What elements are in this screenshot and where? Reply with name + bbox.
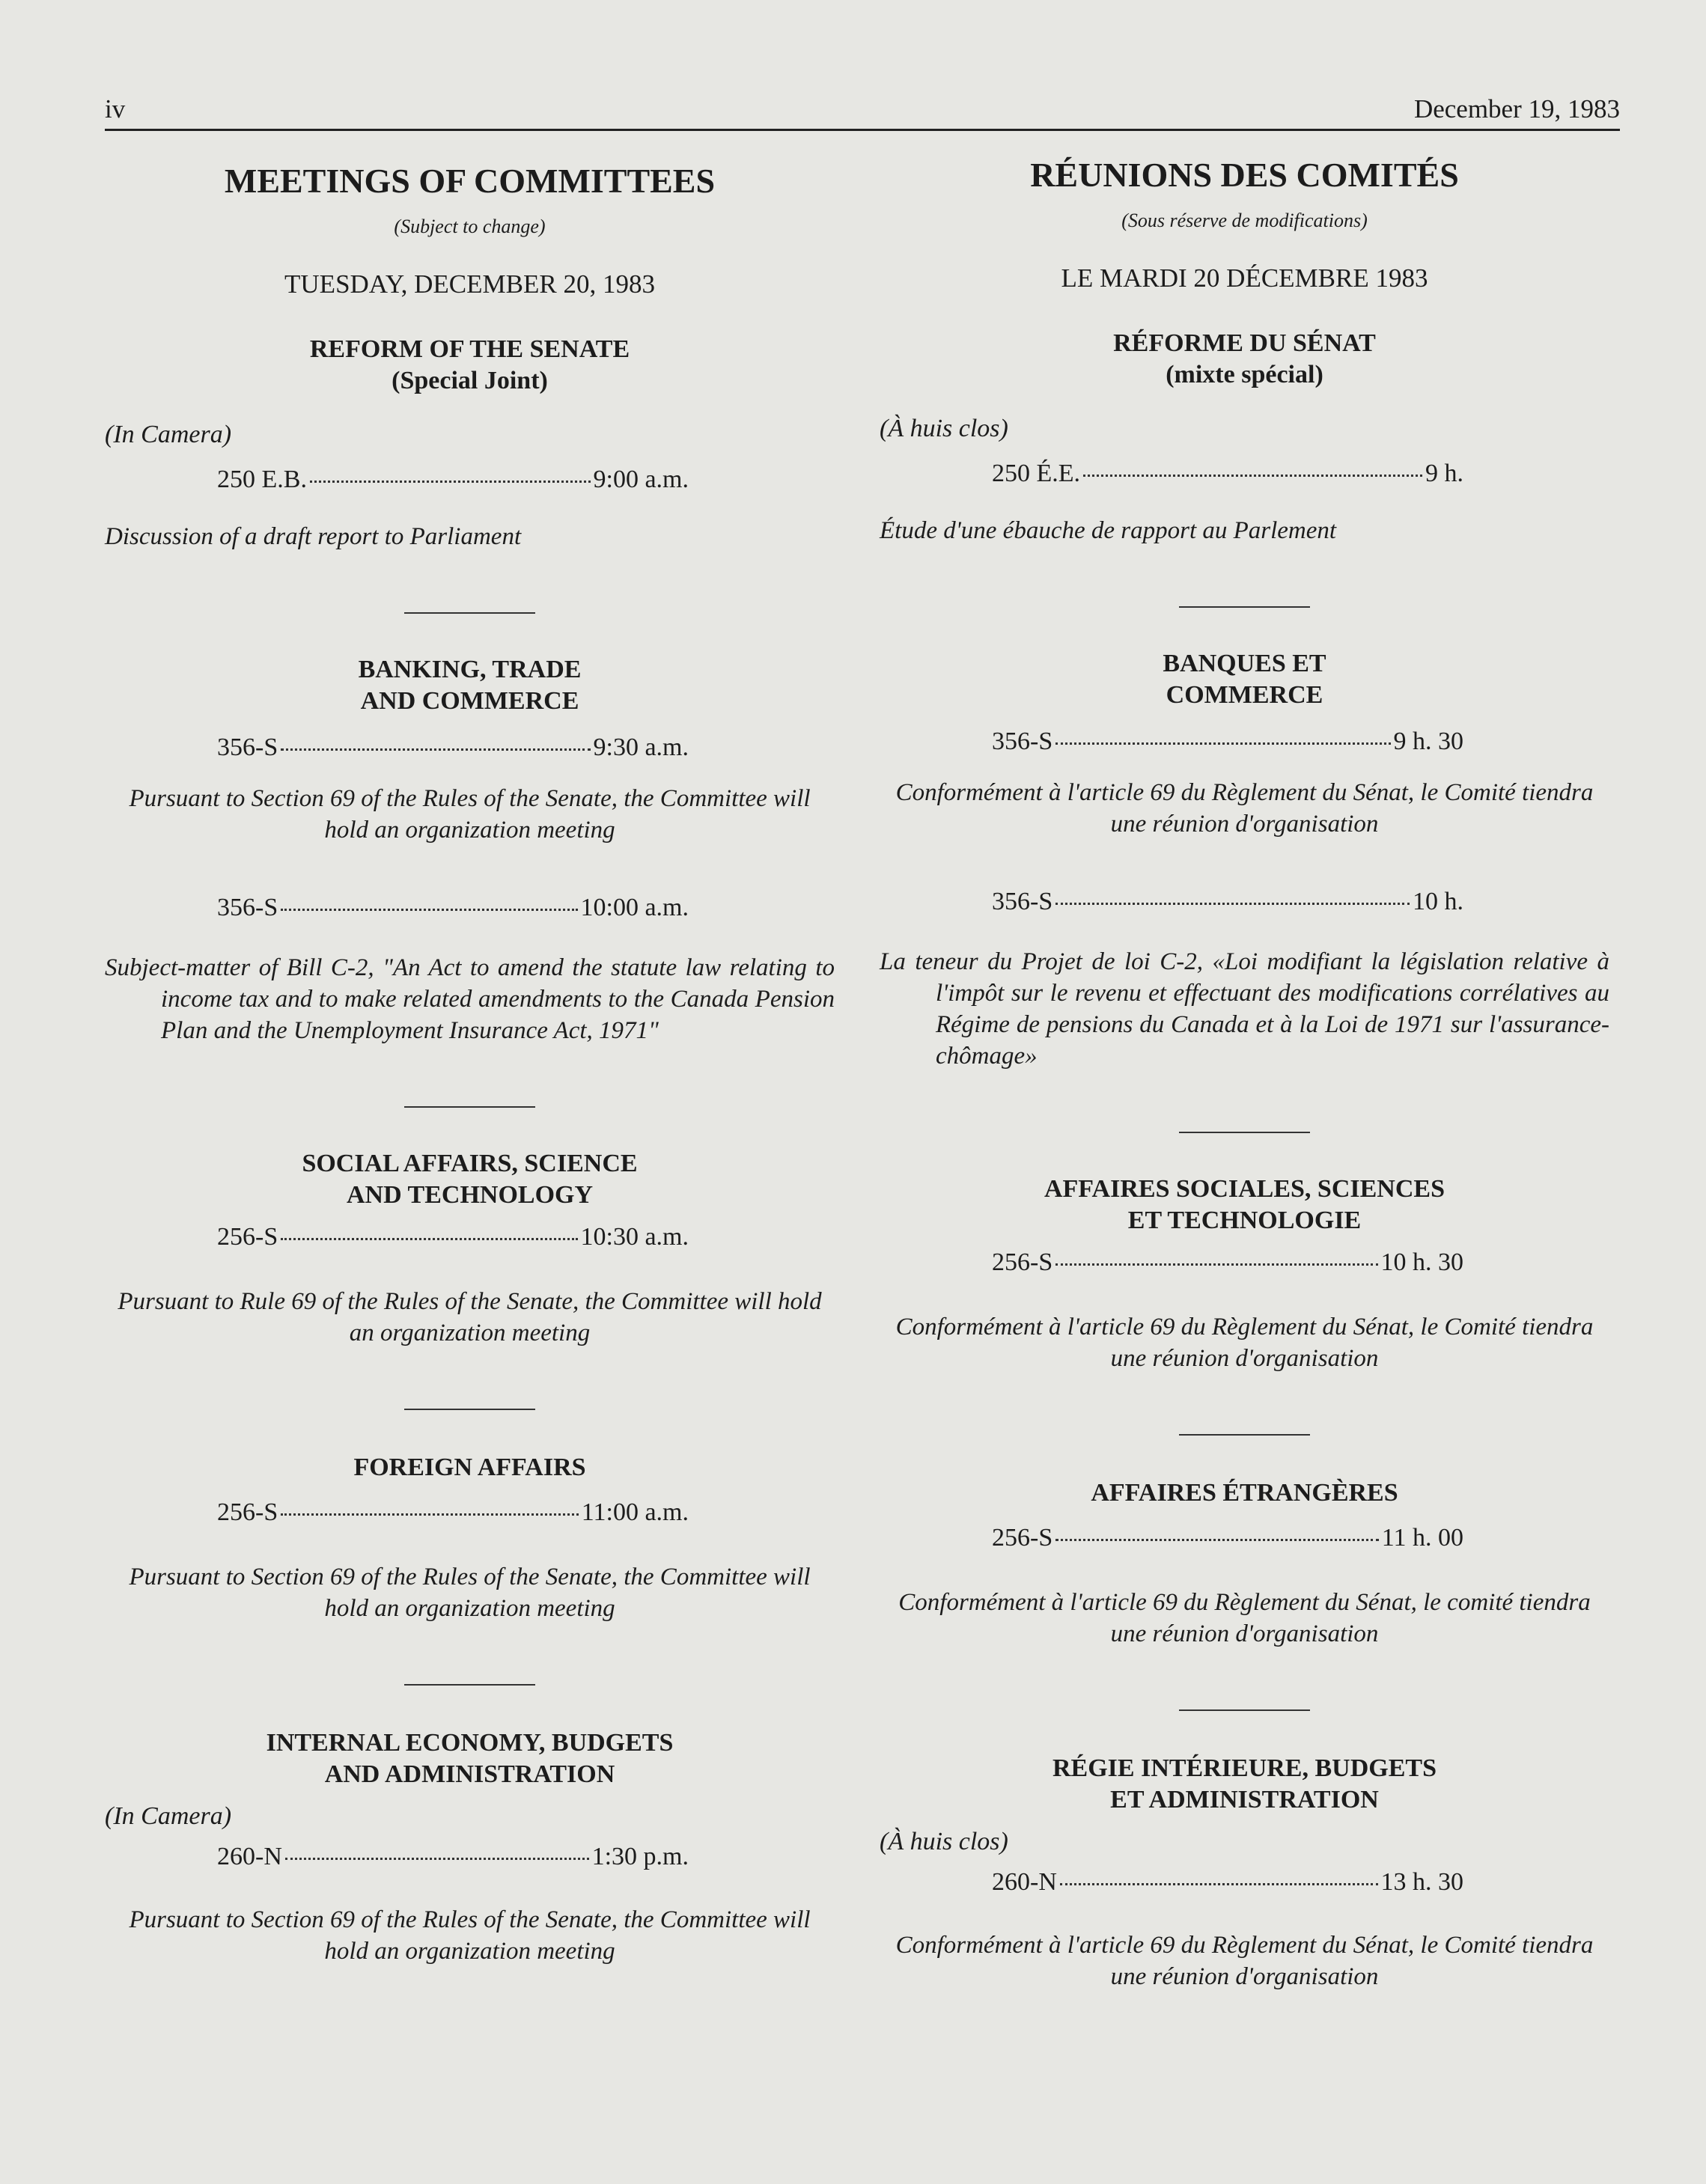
- english-internal-section: [105, 1727, 835, 1967]
- english-social-section: [105, 1148, 835, 1349]
- page-date: December 19, 1983: [1413, 94, 1620, 123]
- committee-heading: AFFAIRES ÉTRANGÈRES: [1091, 1479, 1398, 1507]
- committee-subheading: ET ADMINISTRATION: [1110, 1786, 1379, 1814]
- room: 256-S: [992, 1248, 1053, 1276]
- committee-heading: RÉGIE INTÉRIEURE, BUDGETS: [1052, 1754, 1437, 1782]
- dot-leader: [1060, 1883, 1378, 1885]
- committee-subheading: (Special Joint): [392, 367, 548, 394]
- dot-leader: [281, 909, 577, 911]
- meeting-description: Conformément à l'article 69 du Règlement du Sénat, le Comité tiendra une réunion d'organisation: [895, 779, 1594, 838]
- room: 256-S: [992, 1524, 1053, 1552]
- dot-leader: [1055, 1263, 1377, 1266]
- meeting-slot: [880, 728, 1463, 756]
- meeting-description: Pursuant to Section 69 of the Rules of the Senate, the Committee will hold an organization meeting: [129, 1564, 811, 1622]
- committee-heading: INTERNAL ECONOMY, BUDGETS: [266, 1729, 674, 1757]
- meeting-description: Conformément à l'article 69 du Règlement du Sénat, le Comité tiendra une réunion d'organisation: [895, 1314, 1594, 1372]
- dot-leader: [1055, 903, 1410, 905]
- committee-subheading: AND TECHNOLOGY: [346, 1181, 594, 1209]
- room: 260-N: [217, 1843, 282, 1870]
- meeting-slot: [105, 1498, 689, 1527]
- meeting-description: Conformément à l'article 69 du Règlement du Sénat, le Comité tiendra une réunion d'organisation: [895, 1932, 1594, 1990]
- meeting-time: 10 h.: [1413, 888, 1463, 915]
- french-reform-section: [880, 328, 1609, 546]
- room: 356-S: [992, 728, 1053, 755]
- section-separator: [1179, 1434, 1310, 1436]
- meeting-slot: [880, 1524, 1463, 1552]
- committee-heading: SOCIAL AFFAIRS, SCIENCE: [302, 1150, 638, 1177]
- english-title: MEETINGS OF COMMITTEES: [224, 162, 716, 200]
- meeting-slot: [105, 894, 689, 922]
- section-separator: [1179, 606, 1310, 608]
- meeting-slot: [880, 1868, 1463, 1897]
- meeting-time: 9:00 a.m.: [593, 466, 689, 493]
- meeting-description: La teneur du Projet de loi C-2, «Loi modifiant la législation relative à l'impôt sur le revenu et effectuant des modifications corrélatives au Régime de pensions du Canada et à la Loi de 1971 sur l'assurance-chômage»: [880, 948, 1609, 1070]
- section-separator: [1179, 1132, 1310, 1133]
- page-number: iv: [105, 94, 126, 123]
- dot-leader: [1083, 475, 1422, 477]
- meeting-slot: [880, 888, 1463, 916]
- meeting-time: 11 h. 00: [1381, 1524, 1463, 1552]
- french-internal-section: [880, 1753, 1609, 1992]
- meeting-description: Pursuant to Section 69 of the Rules of the Senate, the Committee will hold an organization meeting: [129, 1906, 811, 1965]
- dot-leader: [281, 748, 590, 751]
- meeting-time: 9 h. 30: [1393, 728, 1463, 755]
- committee-subheading: COMMERCE: [1166, 681, 1323, 709]
- meeting-slot: [880, 1248, 1463, 1277]
- dot-leader: [1055, 742, 1390, 745]
- in-camera-note: (In Camera): [105, 1802, 232, 1830]
- committee-heading: AFFAIRES SOCIALES, SCIENCES: [1044, 1175, 1445, 1203]
- dot-leader: [1055, 1539, 1379, 1541]
- committee-heading: REFORM OF THE SENATE: [309, 335, 630, 363]
- meeting-slot: [105, 1223, 689, 1251]
- section-separator: [1179, 1709, 1310, 1711]
- meeting-time: 10:00 a.m.: [580, 894, 689, 921]
- section-separator: [404, 1409, 535, 1410]
- english-meeting-date: TUESDAY, DECEMBER 20, 1983: [284, 269, 655, 299]
- meeting-time: 9:30 a.m.: [593, 733, 689, 761]
- in-camera-note: (À huis clos): [880, 415, 1008, 442]
- french-foreign-section: [880, 1477, 1609, 1650]
- english-subtitle: (Subject to change): [394, 216, 546, 237]
- french-meeting-date: LE MARDI 20 DÉCEMBRE 1983: [1061, 263, 1428, 293]
- in-camera-note: (À huis clos): [880, 1828, 1008, 1855]
- committee-subheading: AND COMMERCE: [360, 687, 579, 715]
- english-reform-section: [105, 334, 835, 552]
- meeting-description: Étude d'une ébauche de rapport au Parlement: [880, 517, 1337, 544]
- meeting-description: Discussion of a draft report to Parliament: [105, 523, 522, 550]
- room: 250 E.B.: [217, 466, 307, 493]
- meeting-time: 11:00 a.m.: [581, 1498, 689, 1526]
- french-title: RÉUNIONS DES COMITÉS: [1030, 156, 1459, 194]
- meeting-slot: [105, 466, 689, 494]
- meeting-slot: [105, 733, 689, 762]
- committee-heading: BANQUES ET: [1163, 650, 1326, 677]
- meeting-slot: [880, 460, 1463, 488]
- french-banking-section: [880, 648, 1609, 1072]
- english-foreign-section: [105, 1452, 835, 1624]
- english-banking-section: [105, 654, 835, 1046]
- room: 260-N: [992, 1868, 1057, 1896]
- section-separator: [404, 1684, 535, 1686]
- committee-subheading: AND ADMINISTRATION: [324, 1760, 615, 1788]
- french-social-section: [880, 1174, 1609, 1374]
- in-camera-note: (In Camera): [105, 421, 232, 448]
- room: 356-S: [217, 894, 278, 921]
- room: 356-S: [217, 733, 278, 761]
- meeting-description: Subject-matter of Bill C-2, "An Act to amend the statute law relating to income tax and to make related amendments to the Canada Pension Plan and the Unemployment Insurance Act, 1971": [105, 954, 835, 1044]
- dot-leader: [310, 481, 591, 483]
- committee-subheading: (mixte spécial): [1166, 361, 1323, 388]
- meeting-slot: [105, 1843, 689, 1871]
- dot-leader: [281, 1513, 579, 1516]
- room: 256-S: [217, 1223, 278, 1251]
- room: 250 É.E.: [992, 460, 1081, 487]
- french-column: [880, 153, 1609, 1992]
- french-subtitle: (Sous réserve de modifications): [1121, 210, 1368, 231]
- meeting-time: 13 h. 30: [1380, 1868, 1463, 1896]
- english-column: [105, 159, 835, 1967]
- meeting-description: Conformément à l'article 69 du Règlement du Sénat, le comité tiendra une réunion d'organisation: [898, 1589, 1591, 1647]
- meeting-description: Pursuant to Rule 69 of the Rules of the Senate, the Committee will hold an organization meeting: [118, 1288, 822, 1346]
- committee-subheading: ET TECHNOLOGIE: [1127, 1207, 1362, 1234]
- dot-leader: [285, 1858, 589, 1860]
- meeting-time: 1:30 p.m.: [591, 1843, 689, 1870]
- committee-heading: FOREIGN AFFAIRS: [353, 1454, 586, 1481]
- meeting-time: 9 h.: [1425, 460, 1463, 487]
- room: 256-S: [217, 1498, 278, 1526]
- meeting-description: Pursuant to Section 69 of the Rules of the Senate, the Committee will hold an organization meeting: [129, 785, 811, 844]
- room: 356-S: [992, 888, 1053, 915]
- committee-heading: BANKING, TRADE: [358, 656, 582, 683]
- section-separator: [404, 1106, 535, 1108]
- meeting-time: 10 h. 30: [1380, 1248, 1463, 1276]
- committee-heading: RÉFORME DU SÉNAT: [1113, 329, 1376, 357]
- meeting-time: 10:30 a.m.: [580, 1223, 689, 1251]
- section-separator: [404, 612, 535, 614]
- dot-leader: [281, 1238, 577, 1240]
- header-rule: [105, 129, 1620, 131]
